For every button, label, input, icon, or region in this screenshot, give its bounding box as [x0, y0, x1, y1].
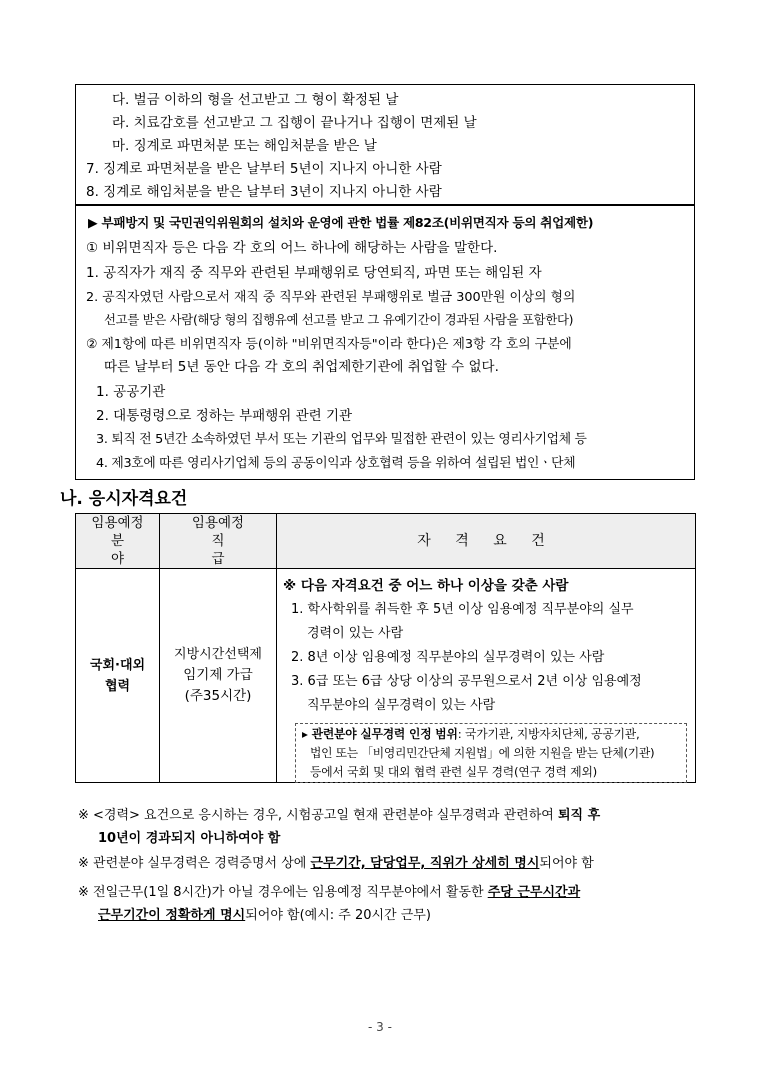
- disqualification-box: [75, 84, 695, 206]
- req-title: ※ 다음 자격요건 중 어느 하나 이상을 갖춘 사람: [283, 578, 569, 594]
- text-line: 따른 날부터 5년 동안 다음 각 호의 취업제한기관에 취업할 수 없다.: [104, 359, 499, 375]
- text-line: 라. 치료감호를 선고받고 그 집행이 끝나거나 집행이 면제된 날: [112, 115, 477, 131]
- text-line: 4. 제3호에 따른 영리사기업체 등의 공동이익과 상호협력 등을 위하여 설립된 법인ㆍ단체: [96, 456, 576, 471]
- note-3-cont: 근무기간이 정확하게 명시되어야 함(예시: 주 20시간 근무): [98, 908, 431, 923]
- text-line: 선고를 받은 사람(해당 형의 집행유예 선고를 받고 그 유예기간이 경과된 사람을 포함한다): [104, 312, 574, 327]
- grade-cell: 지방시간선택제 임기제 가급 (주35시간): [160, 569, 277, 783]
- req-line: 1. 학사학위를 취득한 후 5년 이상 임용예정 직무분야의 실무: [291, 602, 634, 617]
- header-requirements: 자 격 요 건: [277, 514, 696, 569]
- req-line: 3. 6급 또는 6급 상당 이상의 공무원으로서 2년 이상 임용예정: [291, 674, 642, 689]
- section-title: 나. 응시자격요건: [60, 489, 188, 509]
- page-number: - 3 -: [368, 1020, 392, 1034]
- qualification-table: [75, 513, 696, 783]
- field-cell: 국회·대외 협력: [76, 569, 160, 783]
- text-line: 마. 징계로 파면처분 또는 해임처분을 받은 날: [112, 138, 377, 154]
- req-line: 경력이 있는 사람: [307, 626, 404, 641]
- law-excerpt-box: [75, 204, 695, 480]
- text-line: 2. 대통령령으로 정하는 부패행위 관련 기관: [96, 408, 353, 424]
- text-line: 8. 징계로 해임처분을 받은 날부터 3년이 지나지 아니한 사람: [86, 184, 442, 200]
- header-grade: 임용예정 직 급: [160, 514, 277, 569]
- requirements-cell: [277, 569, 696, 783]
- text-line: ① 비위면직자 등은 다음 각 호의 어느 하나에 해당하는 사람을 말한다.: [86, 240, 498, 256]
- note-1-cont: 10년이 경과되지 아니하여야 함: [98, 831, 281, 846]
- note-line: ▸ 관련분야 실무경력 인정 범위: 국가기관, 지방자치단체, 공공기관,: [302, 727, 640, 741]
- text-line: 1. 공직자가 재직 중 직무와 관련된 부패행위로 당연퇴직, 파면 또는 해임된 자: [86, 265, 542, 281]
- law-heading: ▶ 부패방지 및 국민권익위원회의 설치와 운영에 관한 법률 제82조(비위면직자 등의 취업제한): [88, 215, 594, 230]
- header-field: 임용예정 분 야: [76, 514, 160, 569]
- note-line: 법인 또는 「비영리민간단체 지원법」에 의한 지원을 받는 단체(기관): [310, 746, 655, 760]
- text-line: 1. 공공기관: [96, 384, 166, 400]
- req-line: 직무분야의 실무경력이 있는 사람: [307, 698, 496, 713]
- text-line: 2. 공직자였던 사람으로서 재직 중 직무와 관련된 부패행위로 벌금 300만원 이상의 형의: [86, 290, 576, 305]
- note-1: ※ <경력> 요건으로 응시하는 경우, 시험공고일 현재 관련분야 실무경력과 관련하여 퇴직 후: [78, 808, 601, 823]
- note-3: ※ 전일근무(1일 8시간)가 아닐 경우에는 임용예정 직무분야에서 활동한 주당 근무시간과: [78, 885, 581, 900]
- req-line: 2. 8년 이상 임용예정 직무분야의 실무경력이 있는 사람: [291, 650, 605, 665]
- text-line: 3. 퇴직 전 5년간 소속하였던 부서 또는 기관의 업무와 밀접한 관련이 있는 영리사기업체 등: [96, 432, 587, 447]
- text-line: 7. 징계로 파면처분을 받은 날부터 5년이 지나지 아니한 사람: [86, 161, 442, 177]
- career-scope-note: [295, 723, 687, 783]
- note-2: ※ 관련분야 실무경력은 경력증명서 상에 근무기간, 담당업무, 직위가 상세히 명시되어야 함: [78, 856, 594, 871]
- note-line: 등에서 국회 및 대외 협력 관련 실무 경력(연구 경력 제외): [310, 765, 598, 779]
- text-line: ② 제1항에 따른 비위면직자 등(이하 "비위면직자등"이라 한다)은 제3항 각 호의 구분에: [86, 337, 572, 352]
- text-line: 다. 벌금 이하의 형을 선고받고 그 형이 확정된 날: [112, 92, 399, 108]
